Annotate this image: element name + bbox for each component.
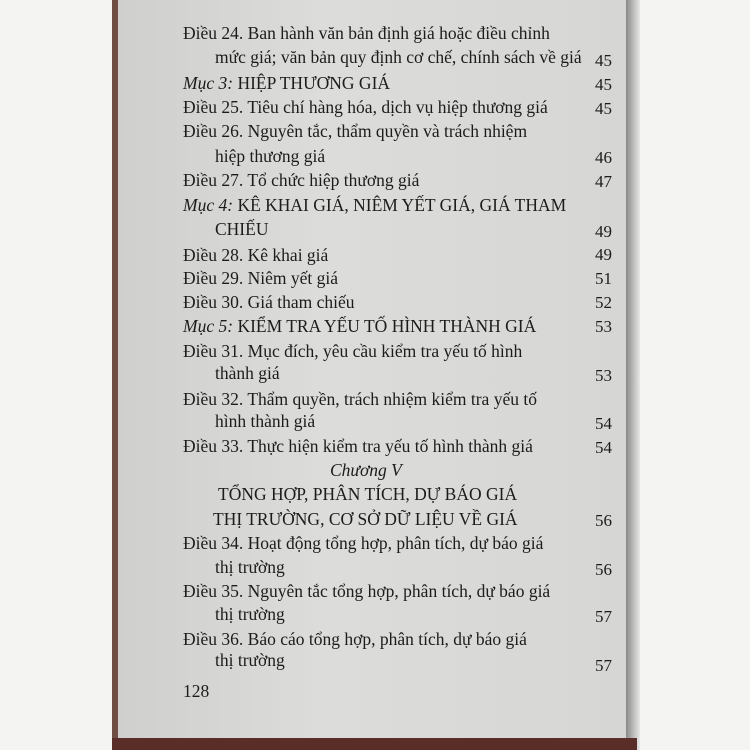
toc-entry-24: Điều 24. Ban hành văn bản định giá hoặc điều chỉnh bbox=[183, 23, 550, 43]
toc-entry-24-cont: mức giá; văn bản quy định cơ chế, chính sách về giá bbox=[215, 47, 582, 67]
toc-page: 53 bbox=[595, 366, 612, 385]
toc-entry-34: Điều 34. Hoạt động tổng hợp, phân tích, dự báo giá bbox=[183, 533, 544, 553]
section-title: HIỆP THƯƠNG GIÁ bbox=[237, 73, 391, 93]
chapter-label bbox=[330, 459, 402, 481]
toc-entry-36-cont: thị trường bbox=[215, 650, 285, 670]
toc-entry-30: Điều 30. Giá tham chiếu bbox=[183, 292, 355, 312]
toc-entry-28: Điều 28. Kê khai giá bbox=[183, 245, 329, 265]
section-title: KÊ KHAI GIÁ, NIÊM YẾT GIÁ, GIÁ THAM bbox=[237, 195, 567, 215]
chapter-number: Chương V bbox=[330, 460, 402, 480]
toc-entry-31-cont: thành giá bbox=[215, 363, 280, 383]
toc-page: 56 bbox=[595, 560, 612, 579]
toc-entry-31: Điều 31. Mục đích, yêu cầu kiểm tra yếu tố hình bbox=[183, 341, 523, 361]
toc-section-3 bbox=[183, 72, 390, 94]
toc-entry-35-cont: thị trường bbox=[215, 604, 285, 624]
toc-page: 51 bbox=[595, 269, 612, 288]
section-label: Mục 3: bbox=[183, 73, 234, 93]
toc-entry-35: Điều 35. Nguyên tắc tổng hợp, phân tích, dự báo giá bbox=[183, 581, 551, 601]
section-title: KIỂM TRA YẾU TỐ HÌNH THÀNH GIÁ bbox=[237, 316, 537, 336]
toc-page: 57 bbox=[595, 607, 612, 626]
toc-entry-26: Điều 26. Nguyên tắc, thẩm quyền và trách nhiệm bbox=[183, 121, 528, 141]
toc-section-5 bbox=[183, 315, 536, 337]
book-cover-bottom bbox=[112, 738, 637, 750]
toc-entry-29: Điều 29. Niêm yết giá bbox=[183, 268, 339, 288]
toc-page: 56 bbox=[595, 511, 612, 530]
toc-entry-34-cont: thị trường bbox=[215, 557, 285, 577]
section-label: Mục 5: bbox=[183, 316, 234, 336]
toc-page: 45 bbox=[595, 99, 612, 118]
toc-entry-26-cont: hiệp thương giá bbox=[215, 146, 326, 166]
chapter-title: TỔNG HỢP, PHÂN TÍCH, DỰ BÁO GIÁ bbox=[218, 484, 518, 504]
toc-page: 45 bbox=[595, 51, 612, 70]
toc-page: 47 bbox=[595, 172, 612, 191]
toc-entry-32: Điều 32. Thẩm quyền, trách nhiệm kiểm tra yếu tố bbox=[183, 389, 537, 409]
page-shadow bbox=[626, 0, 640, 750]
toc-page: 53 bbox=[595, 317, 612, 336]
toc-page: 45 bbox=[595, 75, 612, 94]
toc-entry-25: Điều 25. Tiêu chí hàng hóa, dịch vụ hiệp thương giá bbox=[183, 97, 548, 117]
toc-entry-36: Điều 36. Báo cáo tổng hợp, phân tích, dự báo giá bbox=[183, 629, 527, 649]
page-number: 128 bbox=[183, 681, 210, 701]
chapter-title-cont: THỊ TRƯỜNG, CƠ SỞ DỮ LIỆU VỀ GIÁ bbox=[213, 509, 518, 529]
toc-entry-33: Điều 33. Thực hiện kiểm tra yếu tố hình thành giá bbox=[183, 436, 533, 456]
section-label: Mục 4: bbox=[183, 195, 234, 215]
toc-page: 57 bbox=[595, 656, 612, 675]
toc-entry-27: Điều 27. Tổ chức hiệp thương giá bbox=[183, 170, 420, 190]
toc-entry-32-cont: hình thành giá bbox=[215, 411, 316, 431]
toc-page: 49 bbox=[595, 245, 612, 264]
toc-section-4 bbox=[183, 194, 566, 216]
toc-page: 52 bbox=[595, 293, 612, 312]
toc-page: 54 bbox=[595, 438, 612, 457]
toc-page: 54 bbox=[595, 414, 612, 433]
toc-page: 49 bbox=[595, 222, 612, 241]
toc-page: 46 bbox=[595, 148, 612, 167]
toc-section-4-cont: CHIẾU bbox=[215, 219, 269, 239]
